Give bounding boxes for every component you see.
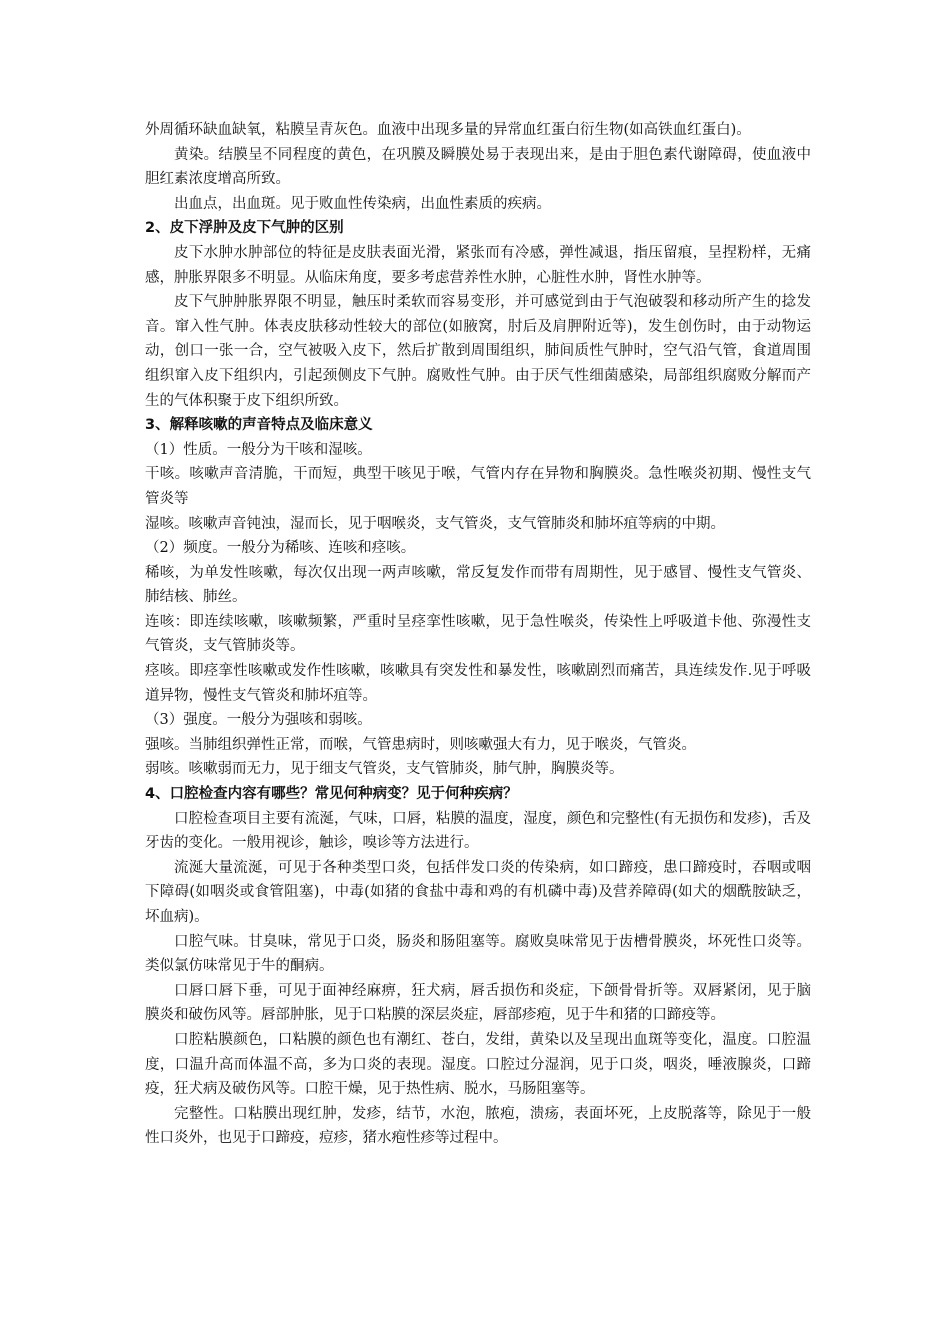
body-paragraph: 皮下水肿水肿部位的特征是皮肤表面光滑，紧张而有冷感，弹性减退，指压留痕，呈捏粉样，无痛感，肿胀界限多不明显。从临床角度，要多考虑营养性水肿，心脏性水肿，肾性水肿等。 [145,244,811,286]
body-paragraph: 出血点，出血斑。见于败血性传染病，出血性素质的疾病。 [174,195,551,212]
body-paragraph: 口唇口唇下垂，可见于面神经麻痹，狂犬病，唇舌损伤和炎症，下颌骨骨折等。双唇紧闭，见于脑膜炎和破伤风等。唇部肿胀，见于口粘膜的深层炎症，唇部疹疱，见于牛和猪的口蹄疫等。 [145,982,811,1024]
body-paragraph: 黄染。结膜呈不同程度的黄色，在巩膜及瞬膜处易于表现出来，是由于胆色素代谢障碍，使血液中胆红素浓度增高所致。 [145,146,811,188]
body-paragraph: 稀咳，为单发性咳嗽，每次仅出现一两声咳嗽，常反复发作而带有周期性，见于感冒、慢性支气管炎、肺结核、肺丝。 [145,564,811,606]
body-paragraph: 口腔气味。甘臭味，常见于口炎，肠炎和肠阻塞等。腐败臭味常见于齿槽骨膜炎，坏死性口炎等。类似氯仿味常见于牛的酮病。 [145,933,811,975]
body-paragraph: 外周循环缺血缺氧，粘膜呈青灰色。血液中出现多量的异常血红蛋白衍生物(如高铁血红蛋白)。 [145,122,751,138]
body-paragraph: （2）频度。一般分为稀咳、连咳和痉咳。 [145,540,416,557]
section-heading: 3、解释咳嗽的声音特点及临床意义 [145,417,373,434]
body-paragraph: 流涎大量流涎，可见于各种类型口炎，包括伴发口炎的传染病，如口蹄疫，患口蹄疫时，吞咽或咽下障碍(如咽炎或食管阻塞)，中毒(如猪的食盐中毒和鸡的有机磷中毒)及营养障碍(如犬的烟酰胺缺乏，坏血病)。 [145,859,811,925]
body-paragraph: 口腔检查项目主要有流涎，气味，口唇，粘膜的温度，湿度，颜色和完整性(有无损伤和发疹)，舌及牙齿的变化。一般用视诊，触诊，嗅诊等方法进行。 [145,810,811,852]
body-paragraph: 强咳。当肺组织弹性正常，而喉，气管患病时，则咳嗽强大有力，见于喉炎，气管炎。 [145,736,696,753]
section-heading: 4、口腔检查内容有哪些？常见何种病变？见于何种疾病？ [145,786,518,803]
body-paragraph: 完整性。口粘膜出现红肿，发疹，结节，水泡，脓疱，溃疡，表面坏死，上皮脱落等，除见于一般性口炎外，也见于口蹄疫，痘疹，猪水疱性疹等过程中。 [145,1105,811,1147]
body-paragraph: 口腔粘膜颜色，口粘膜的颜色也有潮红、苍白，发绀，黄染以及呈现出血斑等变化，温度。口腔温度，口温升高而体温不高，多为口炎的表现。湿度。口腔过分湿润，见于口炎，咽炎，唾液腺炎，口蹄疫，狂犬病及破伤风等。口腔干燥，见于热性病、脱水，马肠阻塞等。 [145,1031,811,1098]
body-paragraph: 弱咳。咳嗽弱而无力，见于细支气管炎，支气管肺炎，肺气肿，胸膜炎等。 [145,761,624,778]
section-heading: 2、皮下浮肿及皮下气肿的区别 [145,220,344,237]
body-paragraph: 连咳：即连续咳嗽，咳嗽频繁，严重时呈痉挛性咳嗽，见于急性喉炎，传染性上呼吸道卡他、弥漫性支气管炎，支气管肺炎等。 [145,613,811,655]
body-paragraph: 湿咳。咳嗽声音钝浊，湿而长，见于咽喉炎，支气管炎，支气管肺炎和肺坏疽等病的中期。 [145,515,725,532]
document-page [145,118,811,1151]
body-paragraph: （3）强度。一般分为强咳和弱咳。 [145,712,372,729]
body-paragraph: 皮下气肿肿胀界限不明显，触压时柔软而容易变形，并可感觉到由于气泡破裂和移动所产生的捻发音。窜入性气肿。体表皮肤移动性较大的部位(如腋窝，肘后及肩胛附近等)，发生创伤时，由于动物运动，创口一张一合，空气被吸入皮下，然后扩散到周围组织，肺间质性气肿时，空气沿气管，食道周围组织窜入皮下组织内，引起颈侧皮下气肿。腐败性气肿。由于厌气性细菌感染，局部组织腐败分解而产生的气体积聚于皮下组织所致。 [145,294,811,409]
body-paragraph: （1）性质。一般分为干咳和湿咳。 [145,441,372,458]
body-paragraph: 痉咳。即痉挛性咳嗽或发作性咳嗽，咳嗽具有突发性和暴发性，咳嗽剧烈而痛苦，具连续发作.见于呼吸道异物，慢性支气管炎和肺坏疽等。 [145,663,811,704]
body-paragraph: 干咳。咳嗽声音清脆，干而短，典型干咳见于喉，气管内存在异物和胸膜炎。急性喉炎初期、慢性支气管炎等 [145,466,811,507]
